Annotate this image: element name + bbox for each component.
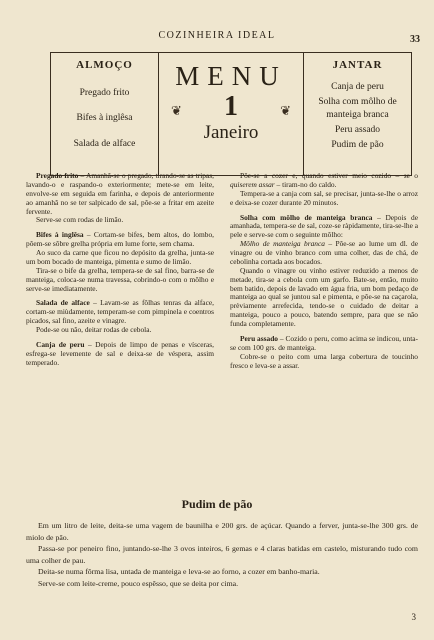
lunch-dish: Bifes à inglêsa <box>76 113 133 124</box>
dinner-dish: Pudim de pão <box>331 140 384 151</box>
menu-heading: MENU <box>175 61 287 91</box>
recipe-title: Peru assado <box>240 333 279 343</box>
running-title: COZINHEIRA IDEAL <box>158 30 276 41</box>
recipe-paragraph: Serve-se com rodas de limão. <box>36 215 124 225</box>
dinner-heading: JANTAR <box>332 59 383 71</box>
pudim-title: Pudim de pão <box>181 497 253 511</box>
menu-day: 1 <box>224 91 238 122</box>
lunch-dish: Salada de alface <box>73 138 136 149</box>
menu-month: Janeiro <box>203 121 259 143</box>
recipe-title: Pregado frito <box>36 171 79 180</box>
dinner-dishes <box>304 81 411 152</box>
recipe-paragraph: Salada de alface – Lavam-se as fôlhas tenras da alface, cortam-se miùdamente, temperam-se com pimpinela e coentros picados, sal fino, azeite e vinagre. <box>26 298 215 326</box>
lunch-dish: Pregado frito <box>79 88 130 98</box>
left-column <box>26 172 214 368</box>
flourish-ornament-icon: ❦ <box>280 103 291 118</box>
recipe-paragraph: Tempera-se a canja com sal, se precisar, junta-se-lhe o arroz e deixa-se cozer durante 20 minutos. <box>230 188 418 207</box>
recipe-paragraph: Quando o vinagre ou vinho estiver reduzido a menos de metade, tira-se a cebola com um garfo. Bate-se, então, muito bem batido, depois de lavado em água fria, um bom pedaço de manteiga ao qual se juntou sal e pimenta, e põe-se na caçarola, prèviamente arrefecida, tendo-se o cuidado de deitar a manteiga, pouco a pouco, batendo sempre, para que se não funda completamente. <box>230 265 418 328</box>
recipe-paragraph: Em um litro de leite, deita-se uma vagem de baunilha e 200 grs. de açúcar. Quando a ferver, junta-se-lhe 300 grs. de miolo de pão. <box>26 521 418 542</box>
recipe-title: Solha com môlho de manteiga branca <box>240 212 373 222</box>
recipe-paragraph: Põe-se a cozer e, quando estiver meio cozido – se o quiserem assar – tiram-no do caldo. <box>230 171 418 189</box>
dinner-dish: Peru assado <box>334 125 381 136</box>
right-column <box>230 172 418 370</box>
dinner-dish: Solha com môlho de manteiga branca <box>318 97 397 120</box>
recipe-paragraph: Peru assado – Cozido o peru, como acima se indicou, unta-se com 100 grs. de manteiga. <box>230 333 418 352</box>
recipe-paragraph: Serve-se com leite-creme, pouco espêsso, que se deita por cima. <box>38 578 239 588</box>
recipe-paragraph: Tira-se o bife da grelha, tempera-se de sal fino, barra-se de manteiga, coloca-se numa travessa, cobrindo-o com o môlho e serve-se imediatamente. <box>26 265 214 293</box>
recipe-paragraph: Deita-se numa fôrma lisa, untada de manteiga e leva-se ao forno, a cozer em banho-maria. <box>38 567 320 577</box>
lunch-heading: ALMOÇO <box>76 59 133 71</box>
dinner-column <box>303 53 411 175</box>
menu-center <box>159 53 303 175</box>
recipe-paragraph: Cobre-se o peito com uma larga cobertura de toucinho fresco e leva-se a assar. <box>230 351 418 370</box>
page-number-top: 33 <box>410 34 420 45</box>
recipe-paragraph: Canja de peru – Depois de limpo de penas e vísceras, esfrega-se levemente de sal e deixa-se de véspera, assim temperado. <box>26 339 215 367</box>
recipe-paragraph: Solha com môlho de manteiga branca – Depois de amanhada, tempera-se de sal, coze-se ràpidamente, tira-se-lhe a pele e serve-se com o seguinte môlho: <box>230 212 418 240</box>
recipe-paragraph: Pode-se ou não, deitar rodas de cebola. <box>36 325 152 334</box>
recipe-title: Salada de alface <box>36 298 90 308</box>
recipe-paragraph: Môlho de manteiga branca – Põe-se ao lume um dl. de vinagre ou de vinho branco com uma colher, das de chá, de cebolinha cortada aos bocados. <box>230 239 418 266</box>
lunch-dishes <box>51 87 158 150</box>
recipe-paragraph: Ao suco da carne que ficou no depósito da grelha, junta-se um bom bocado de manteiga, pimenta e sumo de limão. <box>26 248 214 266</box>
recipe-paragraph: Pregado frito – Amanhã-se o pregado, tirando-se as tripas, lavando-o e raspando-o exteriormente; mete-se em leite, envolve-se em seguida em farinha, e depois de anteriormente ao amanhã no se ter salpicado de sal, põe-se a fritar em azeite fervente. <box>26 171 214 216</box>
recipe-title: Canja de peru <box>36 339 85 349</box>
recipe-paragraph: Bifes à inglêsa – Cortam-se bifes, bem altos, do lombo, põem-se sôbre grelha própria em lume forte, sem chama. <box>26 230 214 249</box>
flourish-ornament-icon: ❦ <box>171 103 182 118</box>
dinner-dish: Canja de peru <box>331 82 384 92</box>
recipe-columns <box>26 172 418 492</box>
pudim-recipe <box>26 520 418 589</box>
recipe-title: Bifes à inglêsa <box>36 230 84 240</box>
lunch-column <box>51 53 159 175</box>
recipe-paragraph: Passa-se por peneiro fino, juntando-se-lhe 3 ovos inteiros, 6 gemas e 4 claras batidas em castelo, misturando tudo com uma colher de pau. <box>26 544 418 565</box>
menu-box <box>50 52 412 176</box>
page-number-bottom: 3 <box>411 612 416 622</box>
